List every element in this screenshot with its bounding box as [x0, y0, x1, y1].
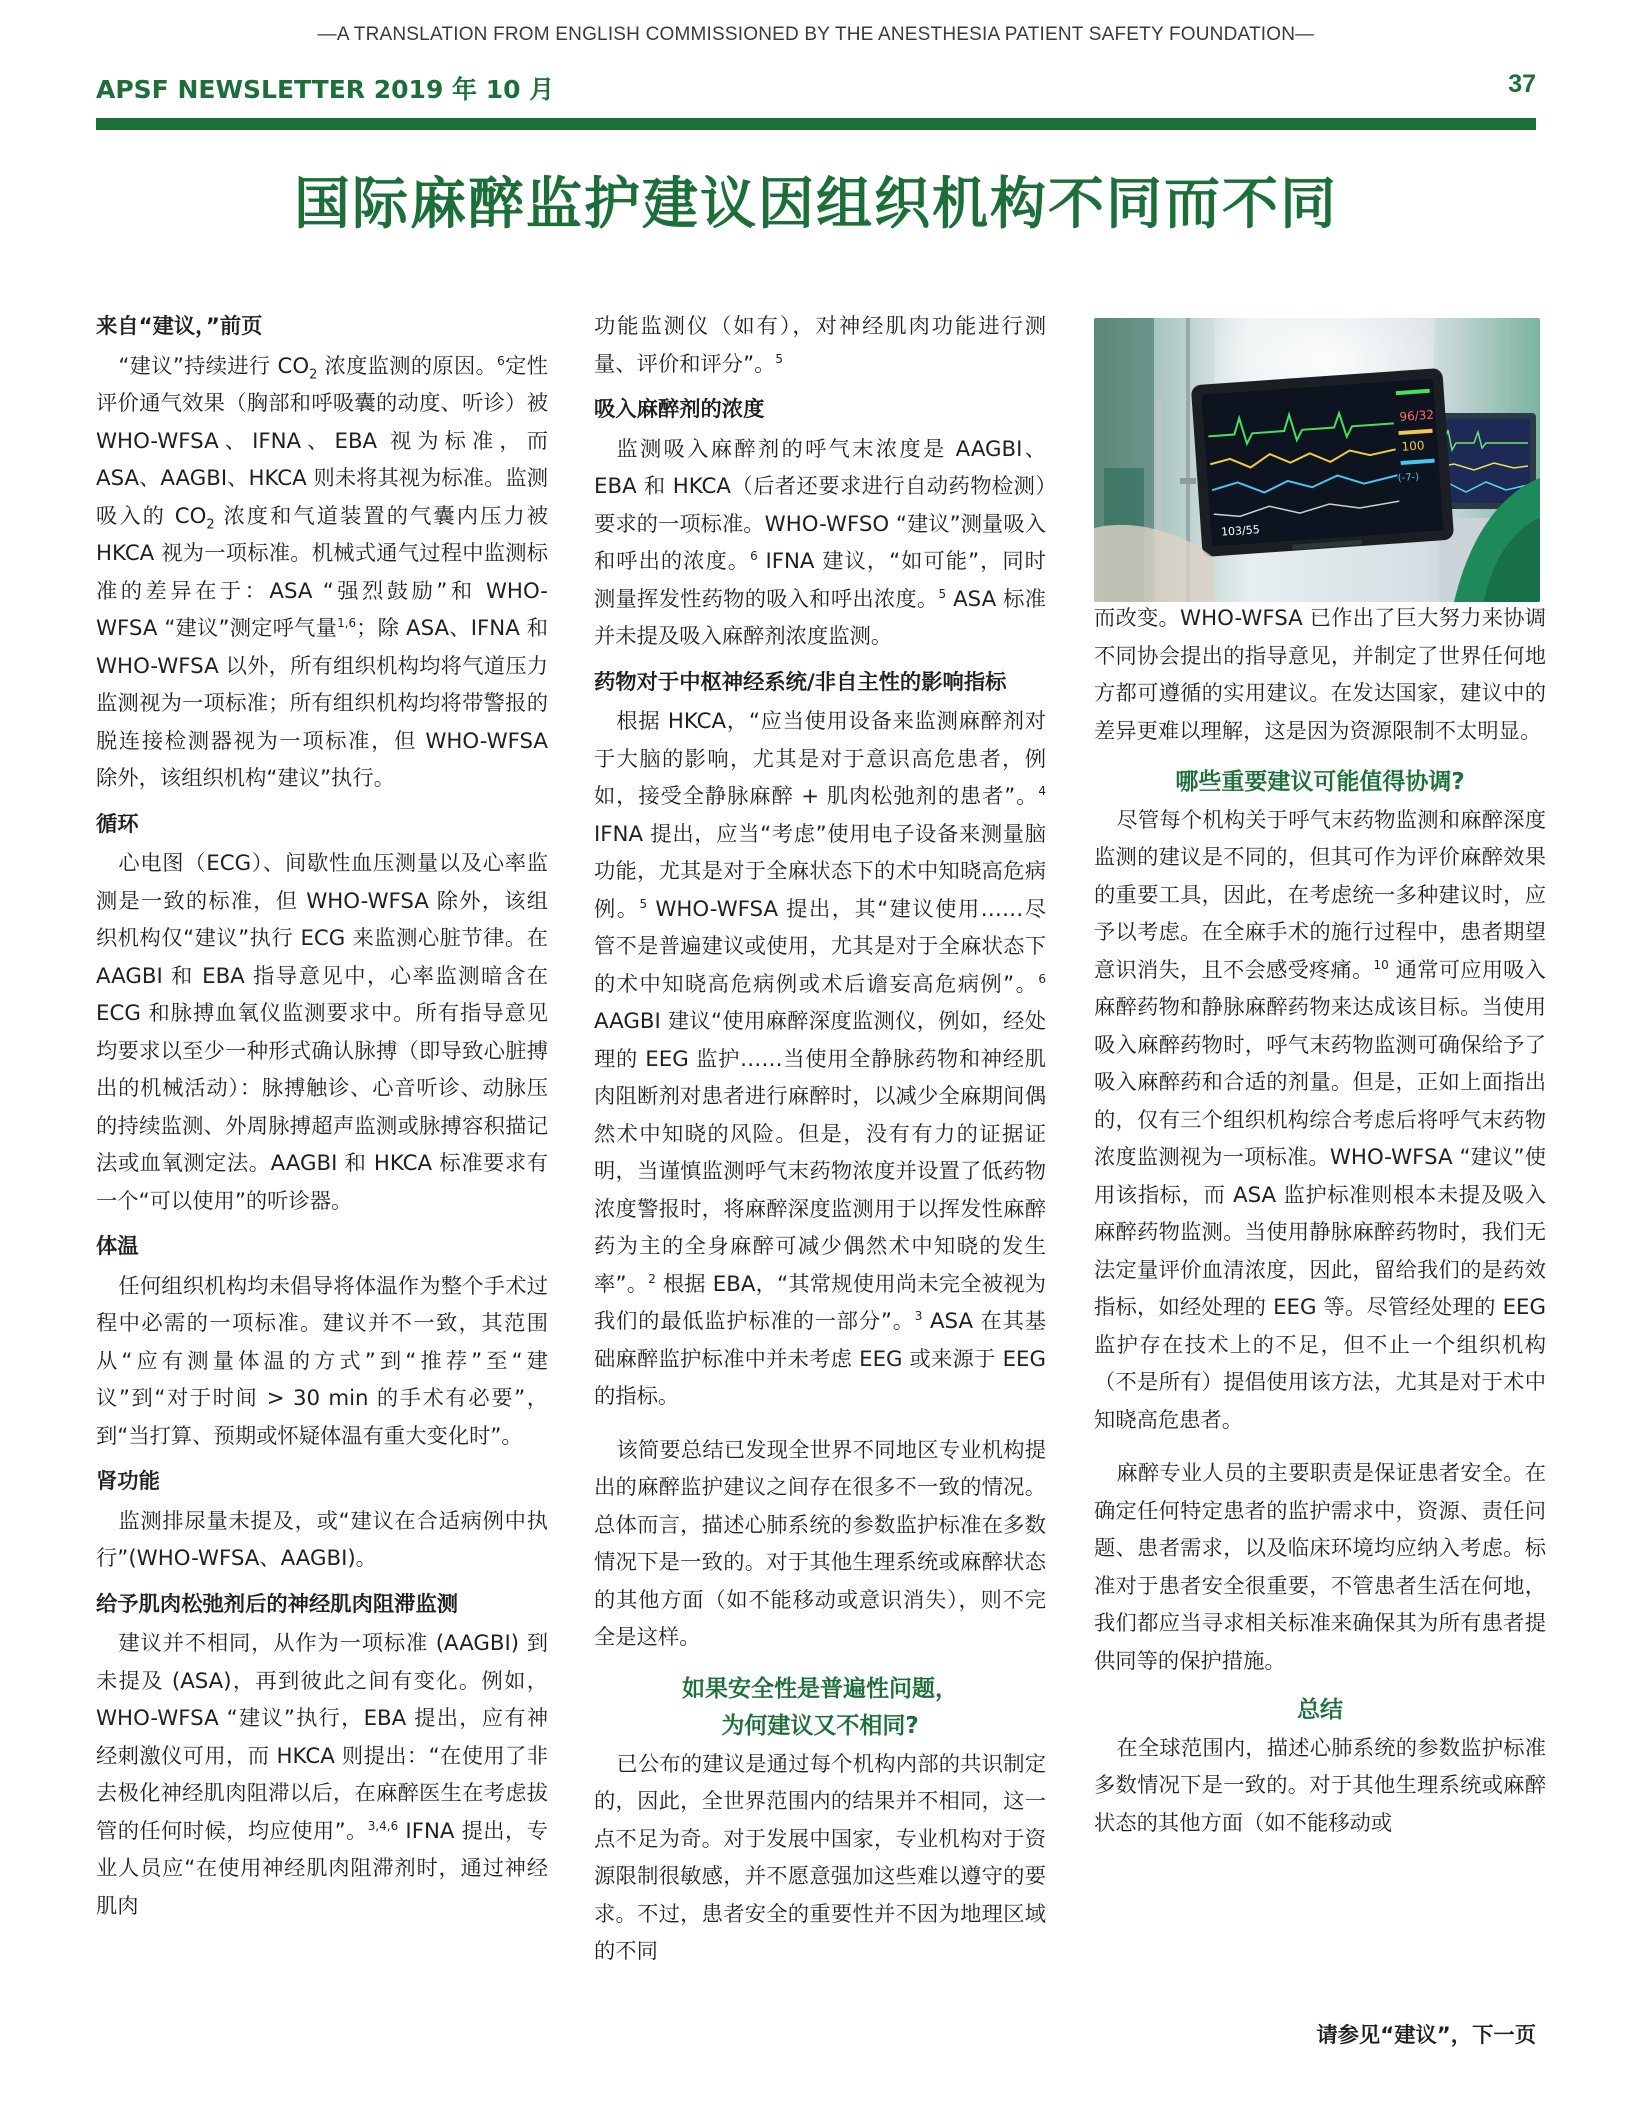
continued-next-page-link[interactable]: 请参见“建议”，下一页 — [1316, 2023, 1536, 2048]
masthead — [96, 70, 1536, 106]
paragraph-renal: 监测排尿量未提及，或“建议在合适病例中执行”(WHO-WFSA、AAGBI)。 — [96, 1508, 548, 1571]
header-rule — [96, 118, 1536, 130]
paragraph-role: 麻醉专业人员的主要职责是保证患者安全。在确定任何特定患者的监护需求中，资源、责任问题、患者需求，以及临床环境均应纳入考虑。标准对于患者安全很重要，不管患者生活在何地，我们都应当寻求相关标准来确保其为所有患者提供同等的保护措施。 — [1094, 1461, 1546, 1674]
paragraph-conclusion: 在全球范围内，描述心肺系统的参数监护标准多数情况下是一致的。对于其他生理系统或麻醉状态的其他方面（如不能移动或 — [1094, 1735, 1546, 1836]
monitor-reading-spo2: 100 — [1401, 438, 1425, 454]
paragraph-cns-effects: 根据 HKCA，“应当使用设备来监测麻醉剂对于大脑的影响，尤其是对于意识高危患者，例如，接受全静脉麻醉 + 肌肉松弛剂的患者”。$^4$ IFNA 提出，应当“考虑”使用电子设备来测量脑功能，尤其是对于全麻状态下的术中知晓高危病例。$^5$ WHO-WFSA 提出，其“建议使用……尽管不是普遍建议或使用，尤其是对于全麻状态下的术中知晓高危病例或术后谵妄高危病例”。$^6$ AAGBI 建议“使用麻醉深度监测仪，例如，经处理的 EEG 监护……当使用全静脉药物和神经肌肉阻断剂对患者进行麻醉时，以减少全麻期间偶然术中知晓的风险。但是，没有有力的证据证明，当谨慎监测呼气末药物浓度并设置了低药物浓度警报时，将麻醉深度监测用于以挥发性麻醉药为主的全身麻醉可减少偶然术中知晓的发生率”。$^2$ 根据 EBA，“其常规使用尚未完全被视为我们的最低监护标准的一部分”。$^3$ ASA 在其基础麻醉监护标准中并未考虑 EEG 或来源于 EEG 的指标。 — [594, 709, 1046, 1409]
heading-renal: 肾功能 — [96, 1469, 160, 1494]
paragraph-continued: 功能监测仪（如有），对神经肌肉功能进行测量、评价和评分”。$^5$ — [594, 314, 1046, 377]
column-1 — [96, 308, 548, 1925]
column-2 — [594, 308, 1046, 1971]
paragraph-continued: 而改变。WHO-WFSA 已作出了巨大努力来协调不同协会提出的指导意见，并制定了世界任何地方都可遵循的实用建议。在发达国家，建议中的差异更难以理解，这是因为资源限制不太明显。 — [1094, 606, 1546, 744]
heading-inhaled-agent: 吸入麻醉剂的浓度 — [594, 397, 765, 422]
continued-from-label: 来自“建议，”前页 — [96, 314, 263, 339]
monitor-reading-nibp: 103/55 — [1220, 523, 1261, 539]
translation-banner: —A TRANSLATION FROM ENGLISH COMMISSIONED BY THE ANESTHESIA PATIENT SAFETY FOUNDATION— — [317, 24, 1315, 45]
publication-title: APSF NEWSLETTER 2019 年 10 月 — [96, 75, 555, 104]
paragraph-co2: “建议”持续进行 $CO_2$ 浓度监测的原因。$^6$定性评价通气效果（胸部和呼吸囊的动度、听诊）被 WHO-WFSA、IFNA、EBA 视为标准，而 ASA、AAGBI、HKCA 则未将其视为标准。监测吸入的 $CO_2$ 浓度和气道装置的气囊内压力被 HKCA 视为一项标准。机械式通气过程中监测标准的差异在于：ASA “强烈鼓励”和 WHO-WFSA “建议”测定呼气量$^{1,6}$；除 ASA、IFNA 和 WHO-WFSA 以外，所有组织机构均将气道压力监测视为一项标准；所有组织机构均将带警报的脱连接检测器视为一项标准，但 WHO-WFSA 除外，该组织机构“建议”执行。 — [96, 353, 548, 791]
paragraph-harmonize: 尽管每个机构关于呼气末药物监测和麻醉深度监测的建议是不同的，但其可作为评价麻醉效果的重要工具，因此，在考虑统一多种建议时，应予以考虑。在全麻手术的施行过程中，患者期望意识消失，且不会感受疼痛。$^{10}$ 通常可应用吸入麻醉药物和静脉麻醉药物来达成该目标。当使用吸入麻醉药物时，呼气末药物监测可确保给予了吸入麻醉药和合适的剂量。但是，正如上面指出的，仅有三个组织机构综合考虑后将呼气末药物浓度监测视为一项标准。WHO-WFSA “建议”使用该指标，而 ASA 监护标准则根本未提及吸入麻醉药物监测。当使用静脉麻醉药物时，我们无法定量评价血清浓度，因此，留给我们的是药效指标，如经处理的 EEG 等。尽管经处理的 EEG 监护存在技术上的不足，但不止一个组织机构（不是所有）提倡使用该方法，尤其是对于术中知晓高危患者。 — [1094, 807, 1546, 1433]
paragraph-summary: 该简要总结已发现全世界不同地区专业机构提出的麻醉监护建议之间存在很多不一致的情况。总体而言，描述心肺系统的参数监护标准在多数情况下是一致的。对于其他生理系统或麻醉状态的其他方面（如不能移动或意识消失），则不完全是这样。 — [594, 1437, 1046, 1650]
paragraph-why-different: 已公布的建议是通过每个机构内部的共识制定的，因此，全世界范围内的结果并不相同，这一点不足为奇。对于发展中国家，专业机构对于资源限制很敏感，并不愿意强加这些难以遵守的要求。不过，患者安全的重要性并不因为地理区域的不同 — [594, 1751, 1046, 1964]
column-3 — [1094, 600, 1546, 1842]
heading-temperature: 体温 — [96, 1234, 139, 1259]
heading-harmonize: 哪些重要建议可能值得协调? — [1175, 769, 1465, 795]
article-title: 国际麻醉监护建议因组织机构不同而不同 — [294, 172, 1338, 237]
heading-why-different: 如果安全性是普遍性问题， 为何建议又不相同? — [682, 1675, 958, 1739]
heading-circulation: 循环 — [96, 811, 139, 837]
monitor-reading-cvp: (-7-) — [1397, 471, 1420, 485]
heading-cns-effects: 药物对于中枢神经系统/非自主性的影响指标 — [594, 669, 1007, 695]
paragraph-temperature: 任何组织机构均未倡导将体温作为整个手术过程中必需的一项标准。建议并不一致，其范围从“应有测量体温的方式”到“推荐”至“建议”到“对于时间 > 30 min 的手术有必要”，到“当打算、预期或怀疑体温有重大变化时”。 — [96, 1273, 548, 1449]
heading-neuromuscular: 给予肌肉松弛剂后的神经肌肉阻滞监测 — [96, 1591, 459, 1617]
monitor-reading-bp: 96/32 — [1398, 407, 1435, 424]
page-number: 37 — [1508, 70, 1536, 98]
paragraph-inhaled-agent: 监测吸入麻醉剂的呼气末浓度是 AAGBI、EBA 和 HKCA（后者还要求进行自动药物检测）要求的一项标准。WHO-WFSO “建议”测量吸入和呼出的浓度。$^6$ IFNA 建议，“如可能”，同时测量挥发性药物的吸入和呼出浓度。$^5$ ASA 标准并未提及吸入麻醉剂浓度监测。 — [594, 436, 1046, 649]
heading-conclusion: 总结 — [1297, 1697, 1343, 1723]
patient-monitor-photo — [1094, 318, 1540, 602]
paragraph-neuromuscular: 建议并不相同，从作为一项标准 (AAGBI) 到未提及 (ASA)，再到彼此之间有变化。例如，WHO-WFSA “建议”执行，EBA 提出，应有神经刺激仪可用，而 HKCA 则提出：“在使用了非去极化神经肌肉阻滞以后，在麻醉医生在考虑拔管的任何时候，均应使用”。$^{3,4,6}$ IFNA 提出，专业人员应“在使用神经肌肉阻滞剂时，通过神经肌肉 — [96, 1631, 548, 1919]
paragraph-circulation: 心电图（ECG）、间歇性血压测量以及心率监测是一致的标准，但 WHO-WFSA 除外，该组织机构仅“建议”执行 ECG 来监测心脏节律。在 AAGBI 和 EBA 指导意见中，心率监测暗含在 ECG 和脉搏血氧仪监测要求中。所有指导意见均要求以至少一种形式确认脉搏（即导致心脏搏出的机械活动）：脉搏触诊、心音听诊、动脉压的持续监测、外周脉搏超声监测或脉搏容积描记法或血氧测定法。AAGBI 和 HKCA 标准要求有一个“可以使用”的听诊器。 — [96, 851, 548, 1214]
